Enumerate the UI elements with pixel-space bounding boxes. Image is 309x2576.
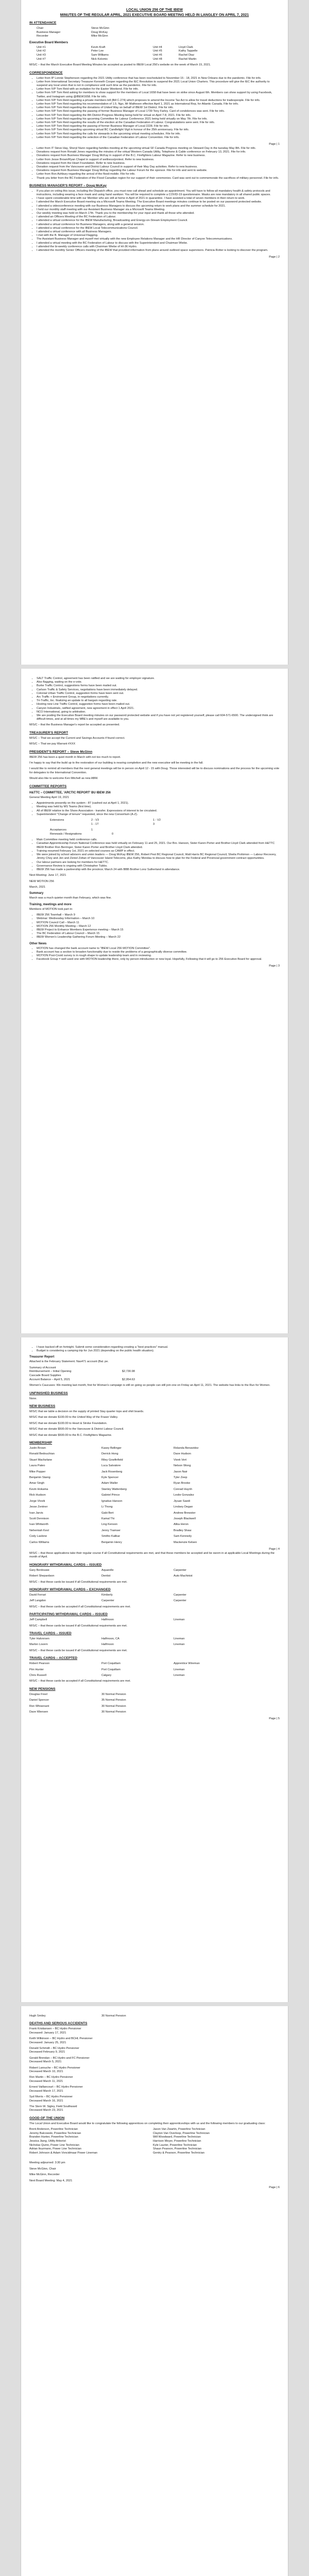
committee-heading: COMMITTEE REPORTS (29, 784, 67, 788)
table-row: Douglas Freel 30 Normal Pension (29, 1692, 126, 1696)
correspondence-heading: CORRESPONDENCE (29, 71, 63, 75)
honorary-motion2: M/S/C – that these cards be accepted if all Constitutional requirements are met. (29, 1605, 131, 1608)
treasurer-report-text: Attached is the February Statement. Nas471 account (Bal. pe. (29, 1360, 109, 1364)
president-heading: PRESIDENT'S REPORT – Steve McGinn (29, 750, 93, 754)
exec-heading: Executive Board Members (29, 41, 68, 44)
table-row: Scott Dennison Kamal Thi Joseph Blackwell (29, 1517, 196, 1520)
new-business-item: M/S/C that we table a decision on the supply of printed Stay quarter tops and shirt boards. (29, 1410, 144, 1413)
list-item: • Governance Review is ongoing with Christopher Tubbs. (37, 865, 280, 868)
signature-chair: Steve McGinn, Chair (29, 2167, 56, 2171)
balance-table (29, 1366, 280, 1382)
list-item: • Appointments presently on the system - 87 (cashed out at April 1, 2021). (37, 802, 280, 805)
list-item: • Letter from Jesse Brown/Ryan Chapel in support of wellness/protest. Refer to new business. (37, 158, 280, 162)
list-item: • Canyon Industrials, ratified agreement, new agreement in effect 1 April 2021. (37, 707, 280, 710)
list-item: • Bank account has a section to broaden functionality due to reside the problems of a geographically diverse committee. (37, 951, 280, 954)
acceptance-table (29, 828, 280, 836)
page-4 (21, 2006, 288, 2576)
list-item: • Letter from IVP Tom Reid regarding the passing of former Business Manager of Local 1739 Tony Farley. Card of condolences was sent. File for info. (37, 110, 280, 113)
table-row: Laura Pateo Luca Salvatore Nelson Wong (29, 1464, 191, 1468)
page-footer: Page | 5 (269, 1717, 280, 1721)
table-row: Cody Laslone Smitho Kalikar Sam Kennedy (29, 1535, 192, 1538)
table-row: Dave Wiensen 30 Normal Pension (29, 1710, 126, 1714)
president-text: Would also like to welcome Ken Mitchell as new ABM. (29, 777, 98, 781)
page-footer: Page | 1 (269, 143, 280, 146)
list-item: • Letter from IVP Tom Reid asking for members to show support for the members of Local 1658 that have been on strike since August 6th. Members can show support by using Facebook, Twitter, and Instagram using @IBEW1658. File for info. (37, 91, 280, 98)
list-item: • Our weekly meeting was held on March 17th. Thank you to the membership for your input and thank all those who attended. (37, 212, 280, 215)
table-row: Brent Anderson, Powerline Technician Jason Van Zwartin, Powerline Technician (29, 2128, 205, 2131)
doc-subtitle: MINUTES OF THE REGULAR APRIL, 2021 EXECUTIVE BOARD MEETING HELD IN LANGLEY ON APRIL 7, 2021 (60, 13, 249, 17)
list-item: • I attended the March Executive Board meeting via a Microsoft Teams Meeting. The Executive Board meetings minutes continue to be posted on our password protected website. (37, 200, 280, 204)
list-item: • I attended a virtual meeting with the BC Federation of Labour to discuss with the Superintendent and Chairman Wiebe. (37, 242, 280, 245)
list-item: • I attended the monthly Senior Officers meeting of the IBEW that provided information from plans around outlined space supervisors. Patricia Rotter is looking to discover the program. (37, 249, 280, 252)
president-text: IBEW 256 has been a quiet month in March with not too much to report. (29, 755, 121, 759)
travel-motion2: M/S/C – that these cards be accepted if all Constitutional requirements are met. (29, 1680, 131, 1683)
list-item: • Letter from Ron Ashbury regarding the arrival of the flood-mobile. File for info. (37, 173, 280, 176)
page-footer: Page | 3 (269, 964, 280, 968)
motion-label: NEW MOTION 256 (29, 879, 54, 883)
table-row: Cascade Board Supplies (29, 1374, 61, 1377)
travel-issued-heading: TRAVEL CARDS – ISSUED (29, 1632, 72, 1635)
correspondence-list (29, 77, 280, 140)
page-2 (21, 669, 288, 1333)
table-row: Robert Shepardson Dentist Auto Machinist (29, 1574, 193, 1578)
table-row: Acceptances 1 (50, 828, 93, 832)
table-row: Stuart Macfarlane Riley Gowfinfield Vivek Vert (29, 1458, 187, 1462)
list-item: • The BC Federation of Labour Council – March 15 (37, 932, 280, 936)
bm-report-list-cont (29, 677, 280, 721)
new-business-item: M/S/C that we donate $500.00 to the B.C. Firefighters Magazine. (29, 1433, 112, 1437)
doc-title: LOCAL UNION 256 OF THE IBEW (126, 8, 183, 12)
list-item: • I attended a virtual conference with all Business Managers. (37, 230, 280, 234)
list-item: • MOTION Council Call – March 11 (37, 921, 280, 925)
committee-list-more (29, 838, 280, 872)
bm-report-list (29, 190, 280, 252)
training-heading: Training, meetings and more (29, 903, 72, 906)
officer-row: Recorder Mike McGinn (37, 35, 108, 38)
membership-heading: MEMBERSHIP (29, 1441, 53, 1445)
new-business-item: M/S/C that we donate $500.00 to the Vancouver & District Labour Council. (29, 1428, 124, 1431)
death-entry: Ron Martin – BC Hydro Pensioner Deceased March 11, 2021 (29, 2076, 73, 2083)
table-row: Mike Popper Jack Rosenberg Jason Nair (29, 1470, 187, 1473)
list-item: • Letter from IVP Tom Reid regarding his recommendation of 1.5. Ngo, Mr Matheson effective April 1, 2021 as Internatonal Rep, for Atlantic Canada. File for info. (37, 103, 280, 106)
list-item: • IBEW 256 Townhall – March 9 (37, 913, 280, 917)
list-item: • Letter from IVP Tom Reid regarding the calls for stewards in the upcoming virtual meeting schedules. File for info. (37, 132, 280, 136)
motion-bm: M/S/C – that the Business Manager's report be accepted as presented. (29, 723, 120, 727)
table-row: Renewals / Resignations 0 (50, 832, 114, 836)
list-item: • Hosting new Line Traffic Control, suggestion forms have been mailed out. (37, 703, 280, 706)
committee-date: General Meeting April 19, 2021 (29, 795, 70, 799)
list-item: • We are posting the Executive Board meeting minutes on our password protected website and if you have not yet registered yourself, please call 604-571-6500. The undersigned think are difficult times, and at all times my MBE's and myself are available to you. (37, 714, 280, 721)
list-item: • MOTION 256 Monthly Meeting – March 12 (37, 925, 280, 928)
death-entry: Donald Schmidt – BC Hydro Pensioner Deceased February 9, 2021 (29, 2047, 79, 2054)
list-item: • I attended a virtual conference for the IBEW Local Telecommunications Council. (37, 227, 280, 230)
table-row: Ron Whisenant 30 Normal Pension (29, 1704, 126, 1708)
graduates-table (29, 2128, 280, 2155)
table-row: Ivan Jarvis Gabi Bert Andrew Brewster (29, 1511, 196, 1515)
list-item: • If you plan on voting this issue, including the Dispatch office, you must now call ahead and schedule an appointment. You will have to follow all mandatory health & safety protocols and instructions, including wearing a face mask and using hand sanitizer. You will be required to complete a COVID-19 questionnaire. Masks are now mandatory in all shared public spaces. (37, 190, 280, 197)
list-item: • I attended a videoconference meeting with our Business Managers to discuss the upcoming return to work plans and the summer schedule for 2021. (37, 205, 280, 208)
president-text: I'm happy to say that the build up to the restoration of our building is nearing completion and the new executive will be meeting in the fall. (29, 761, 203, 765)
list-item: • Colonial Urban Traffic Control, suggestion forms have been sent out. (37, 692, 280, 696)
list-item: • MOTION Post-Covid survey is in rough shape to update leadership team and in reviewing. (37, 954, 280, 958)
list-item: • Letter from IP Lonnie Stephenson regarding the 2021 Utility conference that has been rescheduled to November 15 - 18, 2021 in New Orleans due to the pandemic. File for info. (37, 77, 280, 80)
list-item: • I attended the bi-weekly conference calls with Chairman Wiebe of HI-36 Hydro. (37, 245, 280, 249)
next-board-meeting: Next Board Meeting: May 4, 2021 (29, 2179, 73, 2182)
treasurer-report-heading: Treasurer Report (29, 1355, 55, 1359)
table-row: Gary Berdouwe Aquarelle Carpenter (29, 1568, 186, 1572)
list-item: • Letter from IT Steve Hay, Sheryl Nunn regarding families meeting at the upcoming virtual SF Canada Progress meeting on Steward Day in the tuesday May 8th. File for info. (37, 147, 280, 150)
exec-row: Unit #2 Peter Lee Unit #5 Kathy Tappelle (37, 49, 198, 53)
table-row: Ronald Bedouchian Derrick Hong Dave Hudson (29, 1452, 191, 1456)
list-item: • Superintendent "Change of tenure" requested, since the new Consortium (A-Z). (37, 813, 280, 817)
committee-subheading: H&TTC – COMMITTEE, 'ARCTIC REPORT' BU IBEW 256 (29, 791, 111, 794)
list-item: • Donations request from Ronald Jones regarding the minutes of the virtual Western Canada Utility, Telephone & Cable conference on February 13, 2021. File for info. (37, 150, 280, 154)
exec-row: Unit #1 Kevin Kraft Unit #4 Lloyd Clark (37, 45, 193, 49)
table-row: Jessica Jiang, Utility Arborist Harrison Meyer, Powerline Technician (29, 2139, 201, 2143)
table-row: Jeremy Balcowski, Powerline Technician Clayton Van Overloop, Powerline Technician (29, 2131, 210, 2135)
list-item: • Donations request from the Heart Foundation. Refer to new business. (37, 162, 280, 165)
list-item: • Carlson Traffic & Safety Services, negotiations have been immediately delayed. (37, 688, 280, 692)
exec-row: Unit #3 Sam Williams Unit #6 Rachel Diaz (37, 53, 195, 57)
treasurer-heading: TREASURER'S REPORT (29, 731, 68, 735)
list-item: • Donations request from Business Manager Doug McKay regarding the Labour Forum for the sponsor. File for info and sent to website. (37, 169, 280, 173)
honorary-exchanged-heading: HONORARY WITHDRAWAL CARDS – EXCHANGED (29, 1587, 111, 1591)
table-row: Pim Hunter Port Coquitlam Lineman (29, 1668, 185, 1671)
adjourn-text: Meeting adjourned: 3:30 pm (29, 2161, 65, 2165)
exec-members (29, 46, 280, 61)
officer-row: Business Manager Doug McKay (37, 30, 108, 34)
table-row: Jorge Vlovik Ignatius Hanson Jiyuan Saedi (29, 1499, 191, 1503)
list-item: • Letter from IVP Tom Reid regarding the selection of the Canadian Federation of Labour Convention. File for info. (37, 136, 280, 140)
unfinished-text: None. (29, 1397, 37, 1400)
table-row: Amar Singh Adam Waller Ryan Brooke (29, 1482, 191, 1485)
month-label: March, 2021 (29, 885, 46, 889)
table-row: Extensions 2 - V3 1 - V2 (50, 818, 161, 822)
death-entry: The Stern W. Sigley, Field Southward Deceased March 23, 2021 (29, 2105, 77, 2112)
death-entry: Robert Larouche – BC Hydro Pensioner Deceased March 10, 2021 (29, 2066, 80, 2074)
table-row: Rick Hudson Gabriel Prince Leslie Gonzalez (29, 1494, 194, 1497)
other-news-heading: Other News (29, 942, 47, 945)
list-item: • I have spent considerable time with our Member who are still at home in April of 2021 in quarantine. I have assisted a total of seven members in their return to work. (37, 197, 280, 200)
list-item: • I attended a virtual conference for the IBEW Manufacturing, Broadcasting and Energy-on-Stream Employment Council. (37, 219, 280, 223)
table-row: Hugh Smiley 30 Normal Pension (29, 2014, 126, 2018)
committee-list (29, 802, 280, 817)
list-item: • Webinar: Wednesday Information – March 10 (37, 917, 280, 921)
page-footer: Page | 6 (269, 2185, 280, 2189)
list-item: • All of IBEW relative to the Shore Association - transfer. Expressions of interest to be circulated. (37, 809, 280, 813)
list-item: • Facebook Group = well used one with MOTION leadership there, only by person introduction or new loyal. Hopefully, Following that it will go to 256 Executive Board for approval. (37, 958, 280, 961)
participating-heading: PARTICIPATING WITHDRAWAL CARDS – ISSUED (29, 1613, 108, 1617)
list-item: • Main Committee meeting held conference calls. (37, 838, 280, 842)
list-item: • Letter from IVP Tom Reid regarding a private members bill (Bill C-274) which proposes to amend the Income Tax Act to allow for travel deductions for tradespeople. File for info. (37, 99, 280, 103)
list-item: • IBEW 256 has made a partnership with the province; March 24 with BBB Brother Lonz Sutherland in attendance. (37, 868, 280, 872)
list-item: • Letter from IVP Tom Reid regarding the donations of United Way on behalf of IBEW 1st District. File for info. (37, 106, 280, 110)
list-item: • Letter from IVP Tom Reid regarding upcoming virtual BC Candlelight Vigil in honour of the 25th anniversary. File for info. (37, 128, 280, 132)
table-row: Tyler Halvorsen Halfmoon, CA Lineman (29, 1637, 185, 1640)
table-row: Carlos Williams Benjamin Henry Mackenzie Kelsen (29, 1540, 197, 1544)
list-item: • We were joined by school advisors and union leaders — Doug McKay IBEW 256, Robert Pest BC Regional Council, Walt Harris BC Regional Council, Sheila Prohimon — Labour Recovery, Jimmy Choy and Jen and Zeniel Zoltan of Vancouver Island Telecoms, plus Kathy Mondau to discuss how to plan for the Federal and Provincial government contract opportunities. (37, 853, 280, 860)
honorary-motion: M/S/C – that these cards be issued if all Constitutional requirements are met. (29, 1580, 128, 1584)
extensions-table (29, 819, 280, 826)
list-item: • Also flagging, waiting on the e-vote. (37, 681, 280, 684)
list-item: • Canadian Apprenticeship Forum National Conference was held virtually on February 11 and 25, 2021. Our Bro. Hanson, Sister Karen Porter and Brother Lloyd Clark attended from H&TTC IBEW Brother Ron Berringer, Sister Karen Porter and Brother Lloyd Clark attended. (37, 842, 280, 849)
table-row: Kevin Hokama Stanley Wattenberg Conrad Huynh (29, 1487, 193, 1491)
table-row: Summary of Account (29, 1366, 56, 1369)
table-row: David Ferrari Kimberly Carpenter (29, 1593, 186, 1597)
list-item: • I attended an Officers Meeting of the BC Federation of Labour. (37, 215, 280, 219)
page-footer: Page | 4 (269, 1547, 280, 1551)
list-item: • IBEW Women's Leadership Gathering Forum Meeting – March 22 (37, 936, 280, 939)
unfinished-heading: UNFINISHED BUSINESS (29, 1391, 68, 1395)
attendance-heading: IN ATTENDANCE (29, 21, 57, 25)
deaths-heading: DEATHS AND SERIOUS ACCIDENTS (29, 2022, 88, 2026)
death-entry: Gerald Brendan – BC Hydro and FC Pensioner Deceased March 5, 2021 (29, 2056, 90, 2064)
list-item: • I have backed off on fortnight. Submit some consideration regarding creating a "best practices" manual. (37, 1346, 280, 1349)
list-item: • Donation request from the Vancouver and District Labour Council in support of their May Day activities. Refer to new business. (37, 165, 280, 169)
good-of-union-heading: GOOD OF THE UNION (29, 2116, 65, 2120)
list-item: • I attended a virtual conference for Business Managers, along with a general session. (37, 223, 280, 227)
list-item: • IBEW Project to Enhance Members Experience meeting – March 15 (37, 928, 280, 932)
officers-list (29, 27, 280, 39)
next-meeting: Next Meeting: June 17, 2021 (29, 874, 66, 877)
list-item: • Letter from IVP Tom Reid regarding his upcoming Committee for Labour Conference 2021 being held virtually on May 7th. File for info. (37, 117, 280, 121)
list-item: • Letter from IVP Tom Reid regarding the passing of former Business Manager of Local 2228. File for info. (37, 125, 280, 128)
list-item: • Letter from IVP Tom Reid regarding the 8th District Progress Meeting being held for virtual on April 7-8, 2021. File for info. (37, 114, 280, 117)
list-item: • Budget is considering a camping trip for Jun 2021 (depending on the public health situation). (37, 1349, 280, 1353)
table-row: Robert Johnson & Adam Voncidmaar Power Lineman Gentry & Pearson, Powerline Technician (29, 2151, 205, 2155)
list-item: • Meeting was held by MS Teams (first time). (37, 805, 280, 809)
other-news-cont (29, 1346, 280, 1353)
treasurer-note: Women's Caucuses: We meeting last month, first for Woman's campaign is still on going so people can still join one on Friday an April 11, 2021. The website has links to the Run for Women. (29, 1384, 270, 1387)
death-entry: Ernest Vaillancourt – BC Hydro Pensioner Deceased March 17, 2021 (29, 2086, 83, 2093)
other-news-list (29, 947, 280, 962)
training-sub: Members of MOTION took part in: (29, 907, 73, 911)
list-item: • Donations request from Business Manager Doug McKay in support of the B.C. Firefighters Labour Magazine. Refer to new business. (37, 154, 280, 158)
table-row: Chris Russell Calgary Lineman (29, 1674, 185, 1677)
table-row: Marlon Lovern Halfmoon Lineman (29, 1643, 185, 1647)
table-row: Nehemiah Kesl Jenny Tramser Bradley Shaw (29, 1529, 192, 1532)
table-row: Robert Pearson Port Coquitlam Apprentice Wireman (29, 1662, 200, 1666)
list-item: • MOTION has changed the bank account name to "IBEW Local 256 MOTION Committee". (37, 947, 280, 951)
table-row: Ivan Whitworth Ling Kenson Alika Heron (29, 1523, 188, 1527)
signature-recorder: Mike McGinn, Recorder (29, 2173, 60, 2177)
correspondence-list-cont (29, 147, 280, 180)
motion-minutes: M/S/C – that the March Executive Board Meeting Minutes be accepted as posted to IBEW Local 256's website on the week of March 15, 2021. (29, 63, 211, 67)
list-item: • Thank you letter from the BC Federation of the Flood Canadian region for our support of their ceremonies. Card was sent out to commemorate the sacrifices of military personnel. File for info. (37, 177, 280, 180)
motion-treasurer: M/S/C – That we accept the Current and Savings Accounts if found correct. (29, 736, 125, 740)
motion-registration: M/S/C – that these applications take their regular course if all Constitutional requirements are met, and that these members be accepted and be sworn in at applicable Local Meetings during the month of April. (29, 1551, 275, 1559)
travel-accepted-heading: TRAVEL CARDS – ACCEPTED (29, 1656, 78, 1660)
list-item: • Letter from International Secretary Treasurer Kenneth Cooper regarding the IEC Resolution to suspend the 2021 Local Union Charters. This procedure will give the IEC the authority to suspend any local union that is not in compliance until such time as the pandemic. File for info. (37, 80, 280, 88)
page-footer: Page | 2 (269, 256, 280, 259)
page-3 (21, 1337, 288, 2002)
list-item: • Letter from IVP Tom Reid regarding the results of the election at the Canadian Federation of Labour. Congratulations were sent. File for info. (37, 121, 280, 125)
membership-table (29, 1447, 280, 1545)
participating-motion: M/S/C – that these cards be issued if all Constitutional requirements are met. (29, 1624, 128, 1628)
bm-report-heading: BUSINESS MANAGER'S REPORT – Doug McKay (29, 183, 107, 188)
list-item: • I met with the B. Manager of Universal Flagging. (37, 234, 280, 238)
death-entry: Frank Kristiansen – BC Hydro Pensioner Deceased: January 17, 2021 (29, 2027, 81, 2035)
table-row: Account Balance – April 5, 2021 $2,954.63 (29, 1378, 135, 1381)
list-item: • I held our monthly staff meeting with our Assistant Business Manager via a Microsoft Teams Meeting. (37, 208, 280, 212)
table-row: Jeff Campbell Halfmoon Lineman (29, 1618, 185, 1622)
list-item: • Training resumed February 1st, 2021 on selected courses as CAMP in effect. (37, 850, 280, 853)
table-row: Daniel Spencer 35 Normal Pension (29, 1699, 126, 1702)
table-row: 1 - 1T 3 (91, 822, 155, 826)
list-item: • Tri-Traffic, Inc. finalizing an update to all bargain regarding rate. (37, 699, 280, 703)
training-list (29, 913, 280, 939)
good-of-union-text: The Local Union and Executive Board would like to congratulate the following apprentices on completing their apprenticeships with us and the following members to our graduating class: (29, 2122, 266, 2125)
list-item: • Burke Traffic Control, suggestions forms have been mailed out. (37, 684, 280, 688)
pensions-heading: NEW PENSIONS (29, 1687, 56, 1691)
motion-paid: M/S/C – That we pay Warrant #XXX (29, 742, 76, 746)
table-row: Brandon Hunter, Powerline Technician Will Woodward, Powerline Technician (29, 2136, 201, 2139)
table-row: Justin Brown Kasey Bellinger Rolanda Benavidez (29, 1447, 199, 1450)
table-row: Adrian Ikuzmann, Power Line Technician Shaun Pearson, Powerline Technician (29, 2147, 202, 2151)
death-entry: Keith Wilkinson – BC Hydro and BCHL Pensioner Deceased: January 25, 2021 (29, 2037, 93, 2044)
table-row: Nicholas Quinn, Power Line Technician Kyle Laurier, Powerline Technician (29, 2143, 197, 2147)
list-item: • NCO International, going to arbitration. (37, 710, 280, 714)
death-entry: Syd Morris – BC Hydro Pensioner Deceased March 16, 2021 (29, 2095, 73, 2103)
honorary-issued-heading: HONORARY WITHDRAWAL CARDS – ISSUED (29, 1563, 102, 1567)
new-business-item: M/S/C that we donate $100.00 to the United Way of the Fraser Valley. (29, 1416, 118, 1419)
summary-heading: Summary (29, 892, 44, 895)
travel-motion: M/S/C – that these cards be issued if all Constitutional requirements are met. (29, 1649, 128, 1652)
exec-row: Unit #7 Nick Kolomic Unit #8 Rachel Martin (37, 57, 197, 61)
list-item: • Letter from IVP Tom Reid with an invitation for the Easter Weekend. File for info. (37, 88, 280, 91)
list-item: • Our labour partners are looking for members for H&TTC. (37, 861, 280, 865)
table-row: Benjamin Stanig Kyle Spencer Tyler Zeep (29, 1476, 187, 1480)
list-item: • The Assistant Business Manager and myself met virtually with the new Employee Relations Manager and the HR Director of Canyon Telecommunications. (37, 238, 280, 241)
officer-row: Chair Steve McGinn (37, 27, 110, 30)
table-row: Jesse Zentner Li Thong Lindsey Degan (29, 1505, 193, 1509)
list-item: • SALT Traffic Control, agreement has been ratified and we are waiting for employer signature. (37, 677, 280, 681)
table-row: Jeff Langdon Carpenter Carpenter (29, 1599, 186, 1603)
summary-text: March was a much quieter month than February, which was fine. (29, 896, 112, 900)
table-row: Reimbursement – Initial Opening $2,730.98 (29, 1370, 135, 1374)
list-item: • Arc Traffic + Enviroment Group, in negotiations currently. (37, 696, 280, 699)
page-1 (21, 0, 288, 665)
new-business-item: M/S/C that we donate $100.00 to Heart & Stroke Foundation. (29, 1421, 108, 1425)
new-business-heading: NEW BUSINESS (29, 1404, 56, 1408)
president-text: I would like to remind all members that the next general meetings will be in person on April 12 - 15 with Doug. Those interested will be to discuss nominations and the process for the upcoming vote for delegates to the International Convention. (29, 767, 280, 774)
